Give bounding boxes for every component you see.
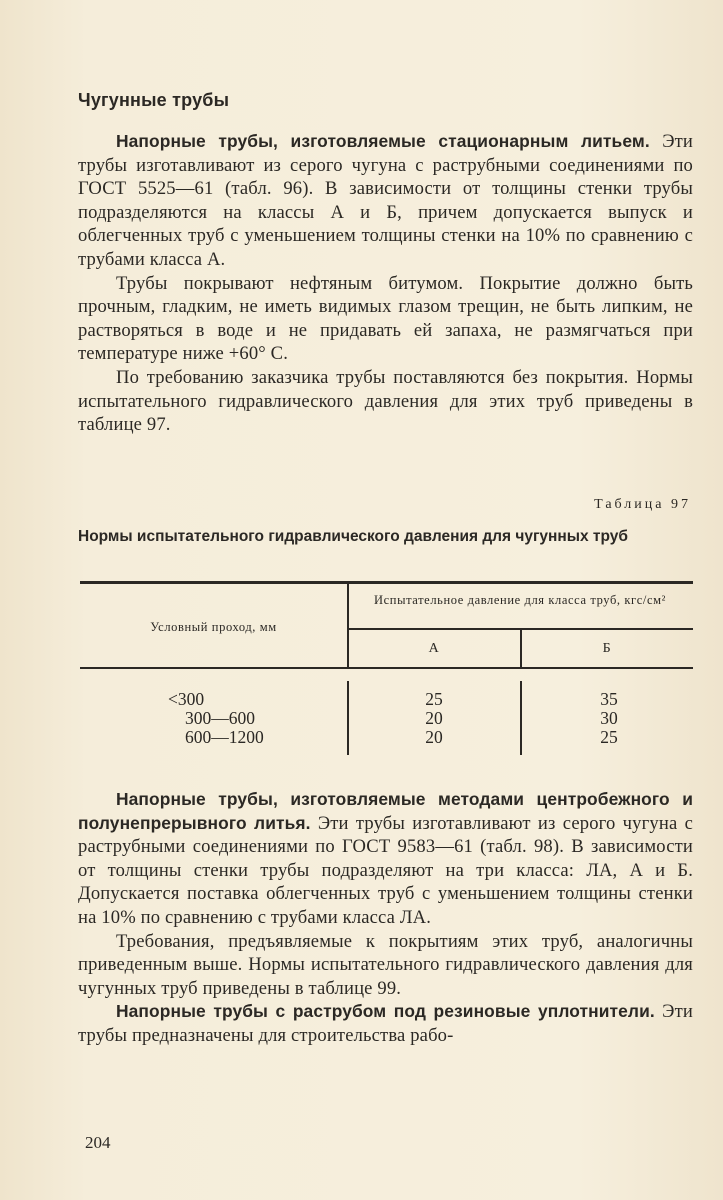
header-nominal-bore: Условный проход, мм: [150, 620, 277, 634]
header-test-pressure: Испытательное давление для класса труб, кгс/см²: [374, 593, 666, 607]
cell-bore: 600—1200: [185, 727, 264, 747]
table-label: Таблица 97: [594, 497, 691, 512]
paragraph-no-coating: По требованию заказчика трубы поставляются без покрытия. Нормы испытательного гидравлического давления для этих труб приведены в таблице 97.: [78, 366, 693, 436]
cell-pressure-b: 35: [600, 689, 618, 709]
paragraph-coating: Трубы покрывают нефтяным битумом. Покрытие должно быть прочным, гладким, не иметь видимых глазом трещин, не быть липким, не растворяться в воде и не придавать ей запаха, не размягчаться при температуре ниже +60° С.: [78, 272, 693, 365]
paragraph-requirements: Требования, предъявляемые к покрытиям этих труб, аналогичны приведенным выше. Нормы испытательного гидравлического давления для чугунных труб приведены в таблице 99.: [78, 930, 693, 999]
column-class-b: [521, 690, 697, 747]
cell-pressure-a: 20: [425, 708, 443, 728]
paragraph-lead-bold: Напорные трубы с раструбом под резиновые уплотнители.: [116, 1001, 655, 1022]
cell-bore: <300: [168, 689, 205, 709]
cell-pressure-b: 25: [600, 727, 618, 747]
cell-pressure-a: 20: [425, 727, 443, 747]
paragraph-lead-bold: Напорные трубы, изготовляемые методами центробежного и полунепрерывного литья.: [78, 789, 693, 833]
header-class-b: Б: [602, 641, 612, 656]
cell-bore: 300—600: [185, 708, 255, 728]
column-class-a: [348, 690, 520, 747]
paragraph-body: Эти трубы изготавливают из серого чугуна с раструбными соединениями по ГОСТ 5525—61 (табл. 96). В зависимости от толщины стенки трубы подразделяются на классы А и Б, причем допускается выпуск и облегченных труб с уменьшением толщины стенки на 10% по сравнению с трубами класса А.: [78, 131, 693, 270]
text-block-bottom: [78, 788, 693, 1048]
section-title: Чугунные трубы: [78, 90, 230, 110]
paragraph-lead-bold: Напорные трубы, изготовляемые стационарным литьем.: [116, 131, 650, 151]
paragraph-stationary-casting: [78, 130, 693, 272]
table-caption: Нормы испытательного гидравлического давления для чугунных труб: [78, 528, 628, 545]
column-nominal-bore: [168, 690, 264, 747]
paragraph-centrifugal-casting: [78, 788, 693, 930]
text-block-top: [78, 130, 693, 437]
cell-pressure-a: 25: [425, 689, 443, 709]
header-class-a: А: [428, 641, 440, 656]
paragraph-rubber-seals: [78, 1000, 693, 1047]
paragraph-body: Эти трубы изготавливают из серого чугуна с раструбными соединениями по ГОСТ 9583—61 (табл. 98). В зависимости от толщины стенки трубы подразделяют на три класса: ЛА, А и Б. Допускается поставка облегченных труб с уменьшением толщины стенки на 10% по сравнению с трубами класса ЛА.: [78, 812, 693, 928]
table-top-rule: [80, 581, 693, 584]
page-number: 204: [85, 1133, 111, 1152]
table-header-rule: [80, 667, 693, 669]
paragraph-body: Эти трубы предназначены для строительства рабо-: [78, 1001, 693, 1046]
cell-pressure-b: 30: [600, 708, 618, 728]
